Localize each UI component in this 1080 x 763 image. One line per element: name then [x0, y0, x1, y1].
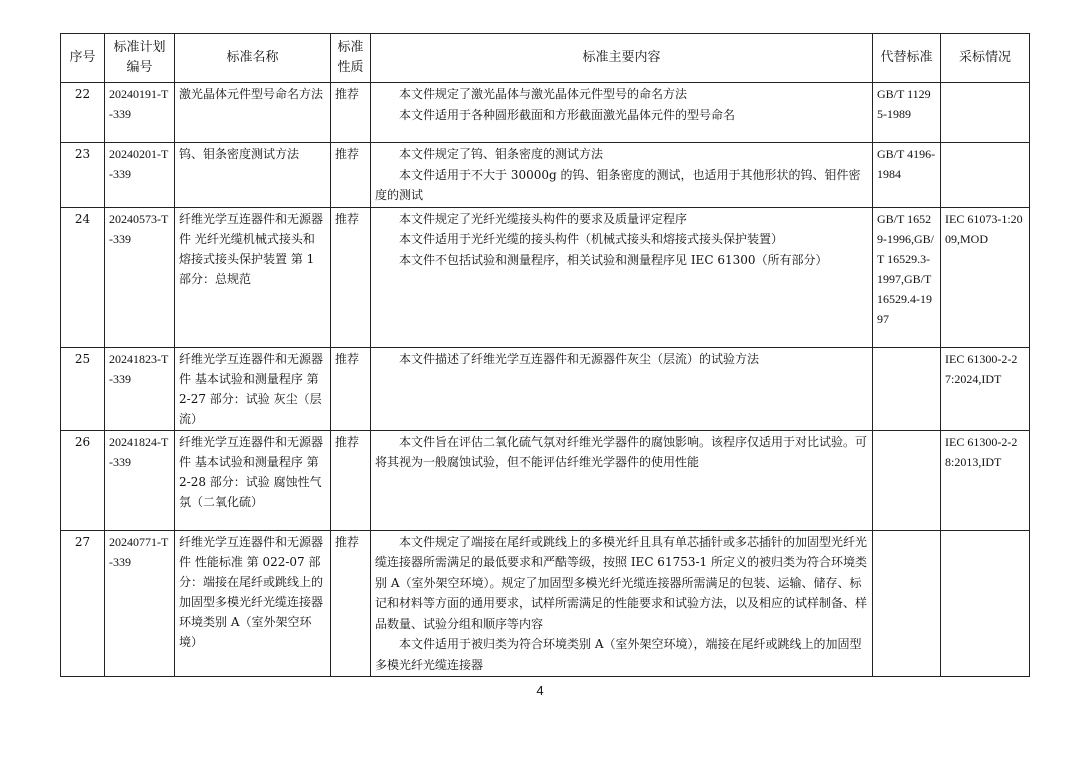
header-nature-line1: 标准: [337, 40, 364, 55]
content-paragraph: 本文件描述了纤维光学互连器件和无源器件灰尘（层流）的试验方法: [399, 351, 760, 366]
replaced-standard: [873, 430, 941, 530]
table-header: [61, 34, 1030, 83]
plan-number: 20241823-T-339: [105, 347, 175, 430]
standard-name: 激光晶体元件型号命名方法: [175, 83, 331, 143]
standard-nature: 推荐: [331, 530, 371, 677]
header-plan-line2: 编号: [126, 60, 153, 75]
plan-number: 20241824-T-339: [105, 430, 175, 530]
header-plan-line1: 标准计划: [113, 40, 166, 55]
standard-name: 钨、钼条密度测试方法: [175, 143, 331, 208]
table-row: [61, 347, 1030, 430]
content-paragraph: 本文件适用于不大于 30000g 的钨、钼条密度的测试，也适用于其他形状的钨、钼件密度的测试: [375, 167, 861, 202]
replaced-standard: [873, 347, 941, 430]
adoption-status: [941, 143, 1030, 208]
adoption-status: IEC 61073-1:2009,MOD: [941, 207, 1030, 347]
plan-number: 20240573-T-339: [105, 207, 175, 347]
table-row: [61, 83, 1030, 143]
main-content: [371, 143, 873, 208]
standard-name: 纤维光学互连器件和无源器件 基本试验和测量程序 第 2-28 部分：试验 腐蚀性气氛（二氧化硫）: [175, 430, 331, 530]
main-content: [371, 207, 873, 347]
row-index: 26: [61, 430, 105, 530]
content-paragraph: 本文件不包括试验和测量程序，相关试验和测量程序见 IEC 61300（所有部分）: [399, 252, 828, 267]
standard-name: 纤维光学互连器件和无源器件 基本试验和测量程序 第 2-27 部分：试验 灰尘（层流）: [175, 347, 331, 430]
content-paragraph: 本文件适用于被归类为符合环境类别 A（室外架空环境），端接在尾纤或跳线上的加固型多模光纤光缆连接器: [375, 637, 862, 672]
header-nature-line2: 性质: [337, 60, 364, 75]
row-index: 22: [61, 83, 105, 143]
table-row: [61, 430, 1030, 530]
replaced-standard: [873, 530, 941, 677]
row-index: 24: [61, 207, 105, 347]
adoption-status: [941, 530, 1030, 677]
content-paragraph: 本文件规定了光纤光缆接头构件的要求及质量评定程序: [399, 211, 688, 226]
header-main-content: 标准主要内容: [371, 34, 873, 83]
main-content: [371, 83, 873, 143]
standard-nature: 推荐: [331, 430, 371, 530]
content-paragraph: 本文件适用于各种圆形截面和方形截面激光晶体元件的型号命名: [399, 107, 736, 122]
header-plan-number: [105, 34, 175, 83]
adoption-status: [941, 83, 1030, 143]
replaced-standard: GB/T 16529-1996,GB/T 16529.3-1997,GB/T 16529.4-1997: [873, 207, 941, 347]
header-nature: [331, 34, 371, 83]
row-index: 25: [61, 347, 105, 430]
header-standard-name: 标准名称: [175, 34, 331, 83]
standard-nature: 推荐: [331, 347, 371, 430]
standard-name: 纤维光学互连器件和无源器件 性能标准 第 022-07 部分：端接在尾纤或跳线上的加固型多模光纤光缆连接器 环境类别 A（室外架空环境）: [175, 530, 331, 677]
plan-number: 20240201-T-339: [105, 143, 175, 208]
row-index: 23: [61, 143, 105, 208]
table-row: [61, 143, 1030, 208]
plan-number: 20240771-T-339: [105, 530, 175, 677]
main-content: [371, 430, 873, 530]
main-content: [371, 530, 873, 677]
header-index: 序号: [61, 34, 105, 83]
header-replaces: 代替标准: [873, 34, 941, 83]
content-paragraph: 本文件规定了钨、钼条密度的测试方法: [399, 147, 604, 161]
replaced-standard: GB/T 11295-1989: [873, 83, 941, 143]
standard-name: 纤维光学互连器件和无源器件 光纤光缆机械式接头和熔接式接头保护装置 第 1 部分：总规范: [175, 207, 331, 347]
standard-nature: 推荐: [331, 207, 371, 347]
content-paragraph: 本文件旨在评估二氧化硫气氛对纤维光学器件的腐蚀影响。该程序仅适用于对比试验。可将其视为一般腐蚀试验，但不能评估纤维光学器件的使用性能: [375, 434, 868, 469]
adoption-status: IEC 61300-2-27:2024,IDT: [941, 347, 1030, 430]
table-row: [61, 207, 1030, 347]
standards-table: [60, 33, 1030, 677]
content-paragraph: 本文件适用于光纤光缆的接头构件（机械式接头和熔接式接头保护装置）: [399, 232, 784, 246]
content-paragraph: 本文件规定了激光晶体与激光晶体元件型号的命名方法: [399, 87, 688, 101]
standard-nature: 推荐: [331, 143, 371, 208]
adoption-status: IEC 61300-2-28:2013,IDT: [941, 430, 1030, 530]
header-adoption: 采标情况: [941, 34, 1030, 83]
plan-number: 20240191-T-339: [105, 83, 175, 143]
standard-nature: 推荐: [331, 83, 371, 143]
main-content: [371, 347, 873, 430]
row-index: 27: [61, 530, 105, 677]
table-body: [61, 83, 1030, 677]
replaced-standard: GB/T 4196-1984: [873, 143, 941, 208]
table-row: [61, 530, 1030, 677]
page-number: 4: [536, 683, 544, 698]
content-paragraph: 本文件规定了端接在尾纤或跳线上的多模光纤且具有单芯插针或多芯插针的加固型光纤光缆连接器所需满足的最低要求和严酷等级，按照 IEC 61753-1 所定义的被归类为符合环境类别 A（室外架空环境）。规定了加固型多模光纤光缆连接器所需满足的包装、运输、储存、标记和材料等方面的通用要求，试样所需满足的性能要求和试验方法，以及相应的试样制备、样品数量、试验分组和顺序等内容: [375, 534, 868, 631]
